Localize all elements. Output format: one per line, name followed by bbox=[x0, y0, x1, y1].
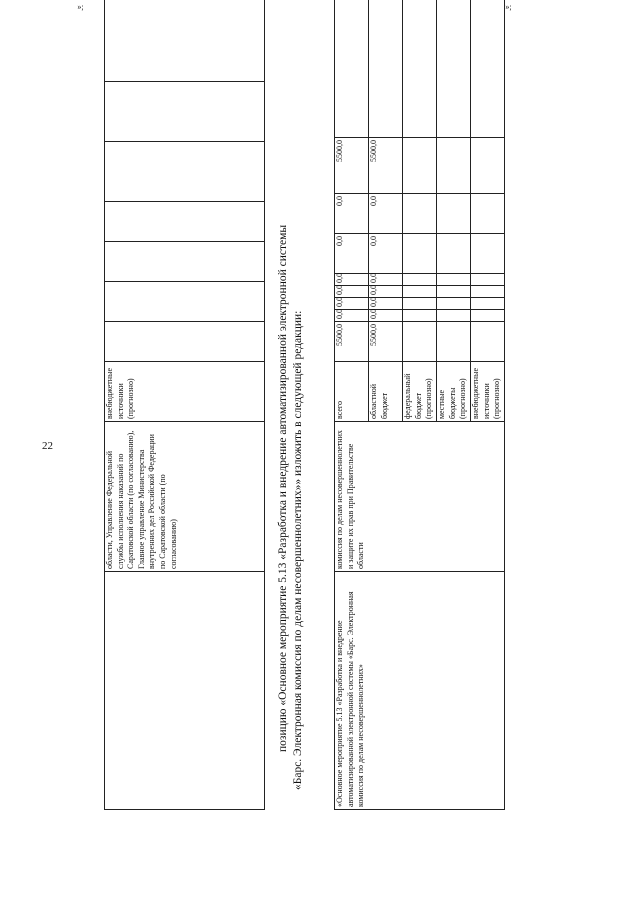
value-cell: 0,0 bbox=[335, 286, 369, 298]
value-cell bbox=[437, 234, 471, 274]
value-cell bbox=[403, 194, 437, 234]
amendment-paragraph bbox=[276, 0, 306, 790]
value-cell bbox=[403, 286, 437, 298]
value-cell: 0,0 bbox=[335, 194, 369, 234]
paragraph-line: «Барс. Электронная комиссия по делам несовершеннолетних»» изложить в следующей редакции: bbox=[292, 310, 304, 790]
value-cell: 5500,0 bbox=[335, 322, 369, 362]
measure-cell bbox=[105, 572, 265, 810]
value-cell bbox=[471, 322, 505, 362]
value-cell bbox=[403, 0, 437, 138]
source-cell: федеральный бюджет (прогнозно) bbox=[403, 362, 437, 422]
measure-cell: «Основное мероприятие 5.13 «Разработка и внедрение автоматизированной электронной системы «Барс. Электронная комиссия по делам несовершеннолетних» bbox=[335, 572, 505, 810]
executors-cell: области, Управление Федеральной службы исполнения наказаний по Саратовской области (по согласованию), Главное управление Министерства внутренних дел Российской Федерации по Саратовской области (по согласованию) bbox=[105, 422, 265, 572]
rotated-page-content bbox=[66, 0, 640, 840]
executor-cell: комиссия по делам несовершеннолетних и защите их прав при Правительстве области bbox=[335, 422, 505, 572]
value-cell bbox=[437, 274, 471, 286]
value-cell bbox=[403, 274, 437, 286]
value-cell bbox=[105, 142, 265, 202]
value-cell bbox=[471, 0, 505, 138]
value-cell bbox=[437, 310, 471, 322]
value-cell: 5500,0 bbox=[369, 322, 403, 362]
value-cell bbox=[403, 322, 437, 362]
value-cell bbox=[437, 0, 471, 138]
value-cell: 5500,0 bbox=[369, 138, 403, 194]
value-cell: 0,0 bbox=[335, 234, 369, 274]
source-cell: местные бюджеты (прогнозно) bbox=[437, 362, 471, 422]
value-cell: 0,0 bbox=[369, 286, 403, 298]
value-cell bbox=[471, 234, 505, 274]
value-cell bbox=[437, 298, 471, 310]
value-cell bbox=[471, 310, 505, 322]
value-cell bbox=[471, 274, 505, 286]
value-cell: 0,0 bbox=[369, 298, 403, 310]
page-number: 22 bbox=[42, 440, 53, 452]
value-cell bbox=[471, 298, 505, 310]
value-cell: 5500,0 bbox=[335, 138, 369, 194]
value-cell: 0,0 bbox=[335, 310, 369, 322]
closing-quote-mark: »; bbox=[505, 2, 512, 12]
source-cell: внебюджетные источники (прогнозно) bbox=[105, 362, 265, 422]
source-cell: областной бюджет bbox=[369, 362, 403, 422]
new-measure-table bbox=[334, 0, 505, 810]
value-cell bbox=[437, 286, 471, 298]
value-cell bbox=[403, 310, 437, 322]
value-cell bbox=[403, 234, 437, 274]
value-cell bbox=[335, 0, 369, 138]
value-cell bbox=[471, 286, 505, 298]
value-cell: 0,0 bbox=[369, 234, 403, 274]
value-cell bbox=[369, 0, 403, 138]
value-cell bbox=[471, 194, 505, 234]
value-cell: 0,0 bbox=[369, 194, 403, 234]
value-cell bbox=[105, 82, 265, 142]
value-cell bbox=[437, 322, 471, 362]
value-cell bbox=[403, 298, 437, 310]
previous-table-fragment bbox=[104, 0, 265, 810]
closing-quote-mark: »; bbox=[77, 2, 84, 12]
value-cell bbox=[105, 322, 265, 362]
value-cell bbox=[437, 194, 471, 234]
value-cell: 0,0 bbox=[335, 298, 369, 310]
value-cell bbox=[105, 202, 265, 242]
value-cell bbox=[471, 138, 505, 194]
value-cell: 0,0 bbox=[335, 274, 369, 286]
value-cell bbox=[105, 242, 265, 282]
source-cell: всего bbox=[335, 362, 369, 422]
value-cell bbox=[105, 0, 265, 82]
value-cell: 0,0 bbox=[369, 310, 403, 322]
value-cell bbox=[403, 138, 437, 194]
paragraph-line: позицию «Основное мероприятие 5.13 «Разработка и внедрение автоматизированной электронной системы bbox=[277, 224, 289, 752]
value-cell bbox=[437, 138, 471, 194]
value-cell: 0,0 bbox=[369, 274, 403, 286]
value-cell bbox=[105, 282, 265, 322]
source-cell: внебюджетные источники (прогнозно) bbox=[471, 362, 505, 422]
